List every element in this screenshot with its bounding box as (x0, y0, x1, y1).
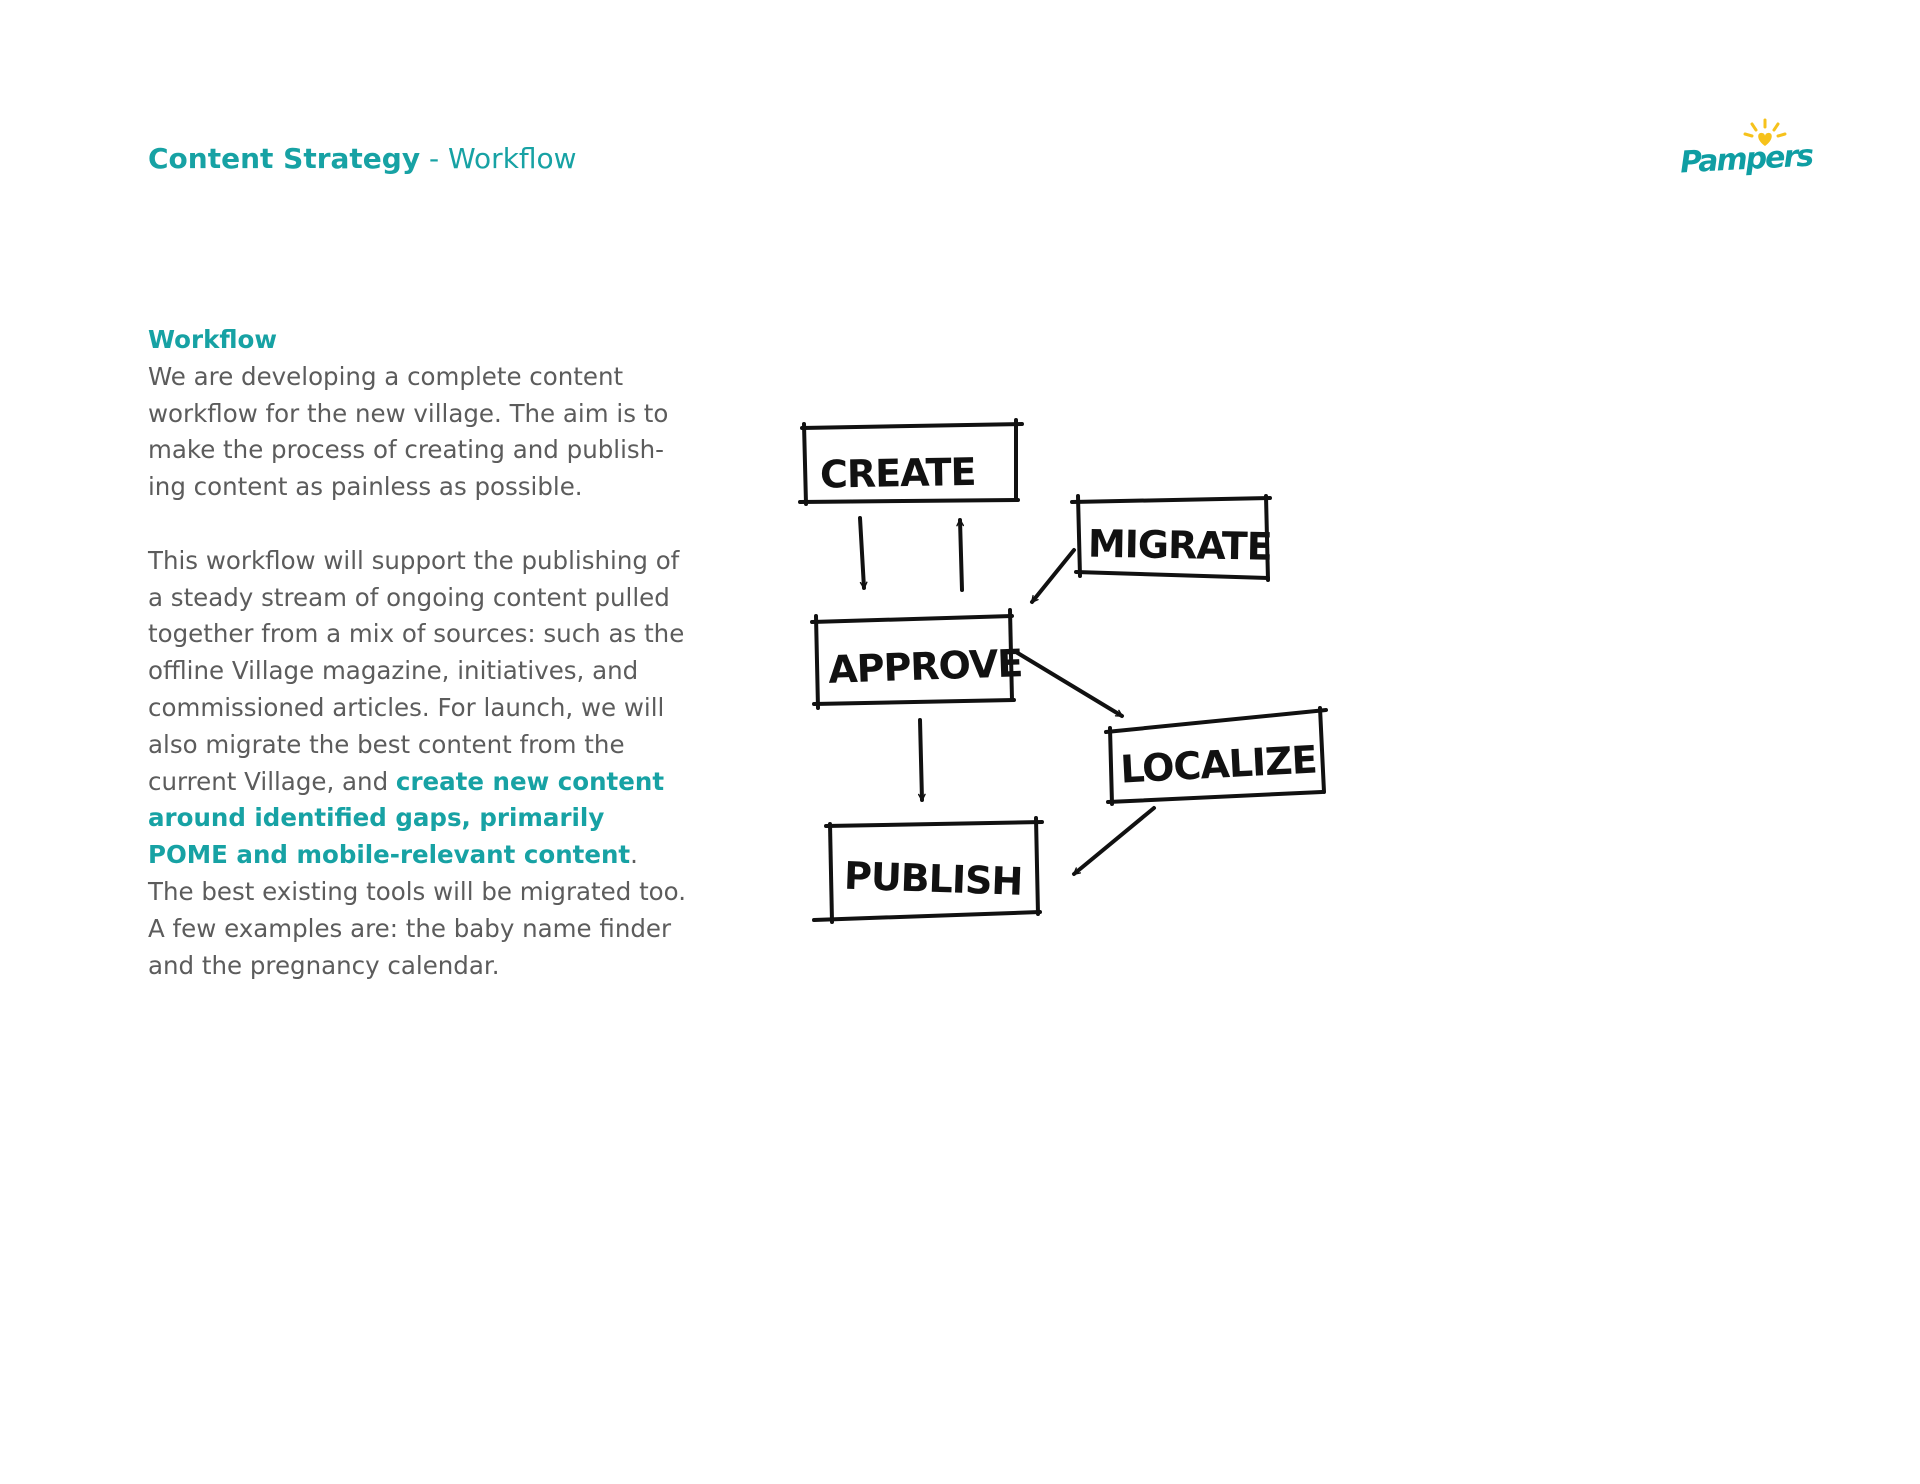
publish-label: PUBLISH (843, 853, 1023, 904)
pampers-logo (1679, 118, 1813, 198)
page-title-separator: - (420, 142, 448, 175)
section-heading: Workflow (148, 325, 277, 354)
page-title (148, 142, 577, 175)
details-text-end: . The best existing tools will be migrated too. A few examples are: the baby name finder and the pregnancy calendar. (148, 840, 687, 980)
body-text (148, 322, 688, 984)
page-title-section: Content Strategy (148, 142, 421, 175)
migrate-label: MIGRATE (1087, 521, 1273, 569)
workflow-sketch (790, 410, 1350, 930)
approve-label: APPROVE (827, 641, 1023, 692)
workflow-diagram (790, 410, 1350, 930)
create-label: CREATE (819, 449, 976, 497)
migrate-to-approve-arrow (1032, 550, 1074, 602)
create-to-approve-arrow (860, 518, 864, 588)
approve-to-publish-arrow (920, 720, 922, 800)
details-paragraph (148, 543, 688, 985)
intro-paragraph: We are developing a complete content workflow for the new village. The aim is to make the process of creating and publish-ing content as painless as possible. (148, 361, 669, 502)
page-title-subsection: Workflow (448, 142, 577, 175)
approve-to-localize-arrow (1016, 652, 1122, 716)
details-text-start: This workflow will support the publishing of a steady stream of ongoing content pulled together from a mix of sources: such as the offline Village magazine, initiatives, and commissioned articles. For launch, we will also migrate the best content from the current Village, and (148, 545, 685, 796)
localize-label: LOCALIZE (1119, 737, 1318, 792)
logo-wordmark: Pampers (1679, 138, 1813, 181)
highlighted-text: create new content around identified gaps, primarily POME and mobile-relevant content (148, 766, 665, 870)
localize-to-publish-arrow (1074, 808, 1154, 874)
approve-to-create-arrow (960, 520, 962, 590)
